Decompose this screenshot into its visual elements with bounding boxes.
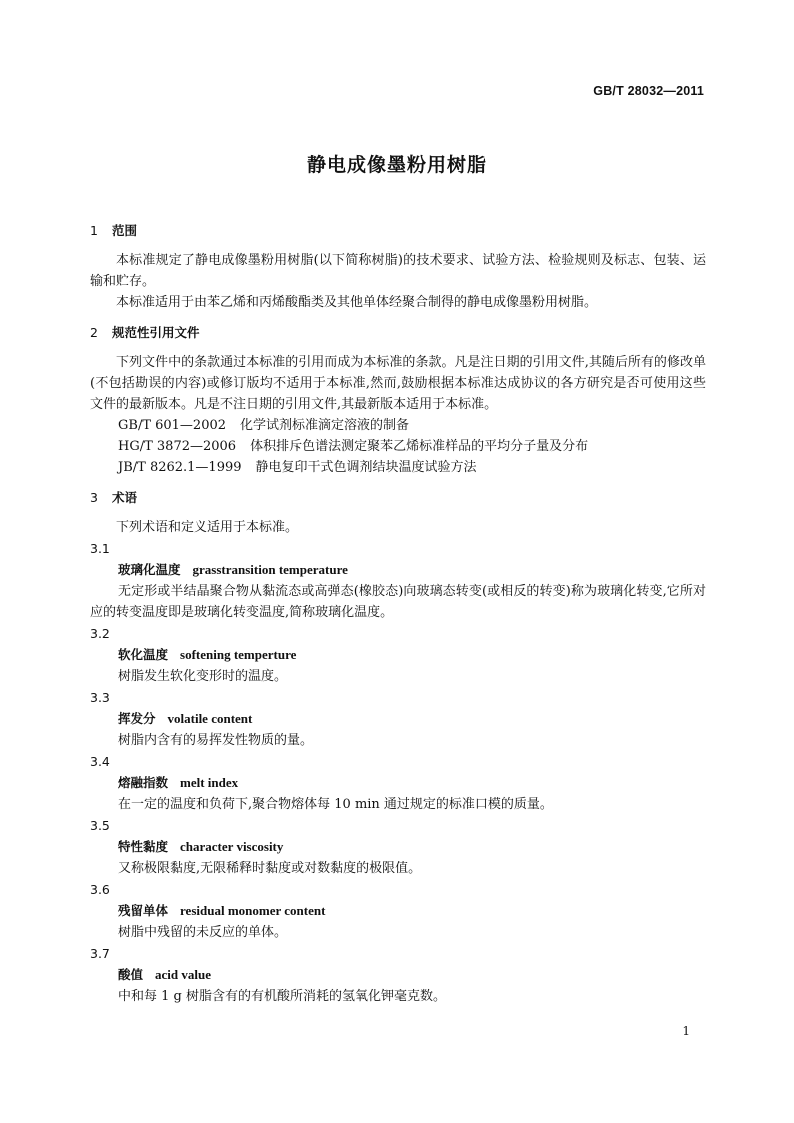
document-body — [90, 220, 706, 1007]
term-entry — [90, 538, 706, 623]
term-zh: 酸值 — [118, 967, 144, 982]
term-zh: 残留单体 — [118, 903, 169, 918]
term-name — [118, 772, 706, 794]
section-refs-heading — [90, 322, 706, 343]
section-title: 术语 — [112, 490, 138, 505]
section-number: 1 — [90, 223, 98, 238]
term-name — [118, 559, 706, 581]
term-number: 3.3 — [90, 690, 110, 705]
term-number: 3.5 — [90, 818, 110, 833]
section-number: 3 — [90, 490, 98, 505]
section-terms-heading — [90, 487, 706, 508]
paragraph: 本标准适用于由苯乙烯和丙烯酸酯类及其他单体经聚合制得的静电成像墨粉用树脂。 — [116, 295, 598, 310]
document-title: 静电成像墨粉用树脂 — [306, 154, 487, 176]
term-number: 3.2 — [90, 626, 110, 641]
term-en: melt index — [180, 775, 239, 790]
term-en: softening temperture — [180, 647, 297, 662]
term-zh: 挥发分 — [118, 711, 156, 726]
term-number: 3.7 — [90, 946, 110, 961]
term-en: grasstransition temperature — [192, 562, 348, 577]
term-zh: 玻璃化温度 — [118, 562, 181, 577]
section-scope-heading — [90, 220, 706, 241]
term-entry — [90, 943, 706, 1007]
term-entry — [90, 751, 706, 815]
section-title: 范围 — [112, 223, 138, 238]
term-definition: 树脂中残留的未反应的单体。 — [118, 925, 288, 940]
term-number: 3.1 — [90, 541, 110, 556]
term-definition: 在一定的温度和负荷下,聚合物熔体每 10 min 通过规定的标准口模的质量。 — [118, 797, 553, 812]
term-definition: 树脂发生软化变形时的温度。 — [118, 669, 288, 684]
paragraph: 下列术语和定义适用于本标准。 — [116, 520, 299, 535]
term-number: 3.4 — [90, 754, 110, 769]
reference-code: JB/T 8262.1—1999 — [118, 460, 242, 475]
term-name — [118, 900, 706, 922]
term-name — [118, 708, 706, 730]
reference-item — [118, 436, 706, 457]
term-entry — [90, 879, 706, 943]
reference-title: 化学试剂标准滴定溶液的制备 — [240, 418, 410, 433]
page-number: 1 — [682, 1024, 690, 1038]
reference-title: 体积排斥色谱法测定聚苯乙烯标准样品的平均分子量及分布 — [250, 439, 589, 454]
term-number: 3.6 — [90, 882, 110, 897]
reference-code: GB/T 601—2002 — [118, 418, 227, 433]
term-definition: 无定形或半结晶聚合物从黏流态或高弹态(橡胶态)向玻璃态转变(或相反的转变)称为玻璃化转变,它所对应的转变温度即是玻璃化转变温度,简称玻璃化温度。 — [90, 584, 706, 620]
term-zh: 熔融指数 — [118, 775, 169, 790]
reference-title: 静电复印干式色调剂结块温度试验方法 — [255, 460, 477, 475]
term-en: volatile content — [167, 711, 253, 726]
reference-item — [118, 457, 706, 478]
term-entry — [90, 623, 706, 687]
term-name — [118, 836, 706, 858]
term-en: residual monomer content — [180, 903, 326, 918]
term-en: character viscosity — [180, 839, 284, 854]
term-definition: 中和每 1 g 树脂含有的有机酸所消耗的氢氧化钾毫克数。 — [118, 989, 446, 1004]
term-definition: 又称极限黏度,无限稀释时黏度或对数黏度的极限值。 — [118, 861, 422, 876]
paragraph: 本标准规定了静电成像墨粉用树脂(以下简称树脂)的技术要求、试验方法、检验规则及标志、包装、运输和贮存。 — [90, 253, 706, 289]
term-en: acid value — [155, 967, 211, 982]
term-name — [118, 644, 706, 666]
section-title: 规范性引用文件 — [112, 325, 200, 340]
term-entry — [90, 687, 706, 751]
term-zh: 特性黏度 — [118, 839, 169, 854]
reference-code: HG/T 3872—2006 — [118, 439, 237, 454]
term-zh: 软化温度 — [118, 647, 169, 662]
section-number: 2 — [90, 325, 98, 340]
reference-item — [118, 415, 706, 436]
term-definition: 树脂内含有的易挥发性物质的量。 — [118, 733, 314, 748]
term-name — [118, 964, 706, 986]
standard-code: GB/T 28032—2011 — [593, 84, 704, 98]
term-entry — [90, 815, 706, 879]
paragraph: 下列文件中的条款通过本标准的引用而成为本标准的条款。凡是注日期的引用文件,其随后所有的修改单(不包括勘误的内容)或修订版均不适用于本标准,然而,鼓励根据本标准达成协议的各方研究是否可使用这些文件的最新版本。凡是不注日期的引用文件,其最新版本适用于本标准。 — [90, 355, 706, 412]
